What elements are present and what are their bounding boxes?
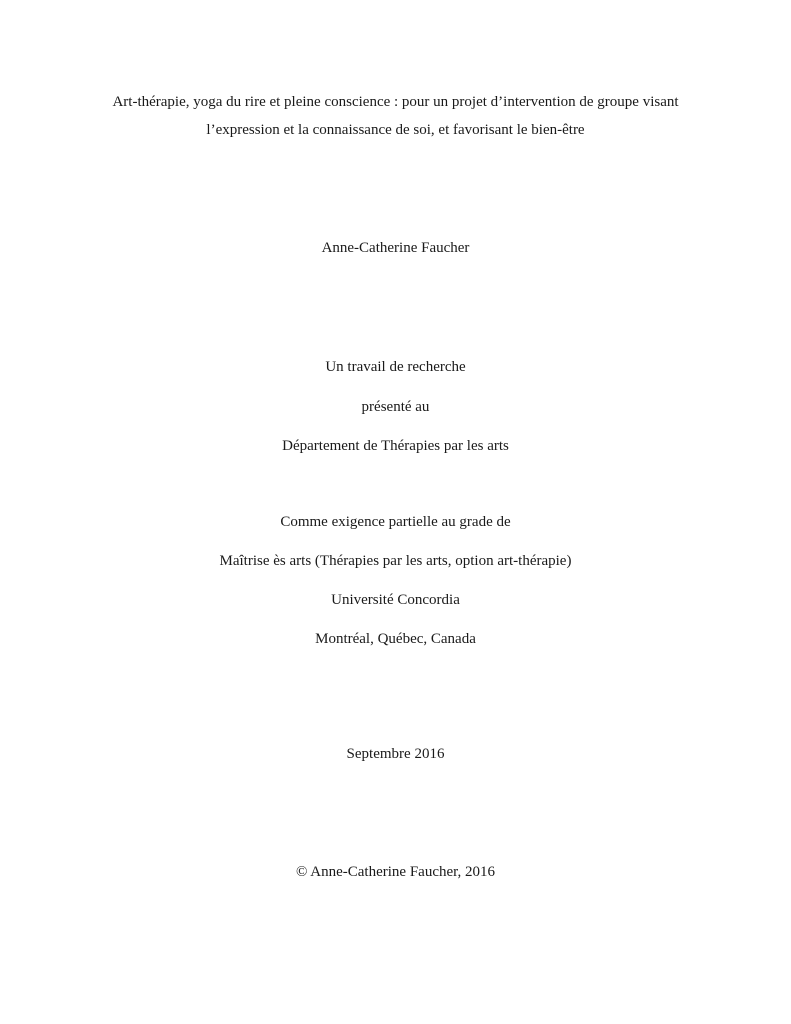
submission-line-1: Un travail de recherche [325, 359, 466, 375]
requirement-line: Comme exigence partielle au grade de [280, 514, 511, 530]
copyright-notice: © Anne-Catherine Faucher, 2016 [295, 864, 496, 880]
submission-date: Septembre 2016 [346, 746, 445, 762]
submission-line-2: présenté au [361, 399, 430, 415]
title-line-1: Art-thérapie, yoga du rire et pleine conscience : pour un projet d’intervention de groupe visant [112, 94, 679, 110]
author-name: Anne-Catherine Faucher [321, 240, 470, 256]
title-line-2: l’expression et la connaissance de soi, et favorisant le bien-être [206, 122, 585, 138]
location: Montréal, Québec, Canada [315, 631, 476, 647]
department-name: Département de Thérapies par les arts [282, 438, 509, 454]
degree-name: Maîtrise ès arts (Thérapies par les arts, option art-thérapie) [219, 553, 572, 569]
university-name: Université Concordia [331, 592, 460, 608]
